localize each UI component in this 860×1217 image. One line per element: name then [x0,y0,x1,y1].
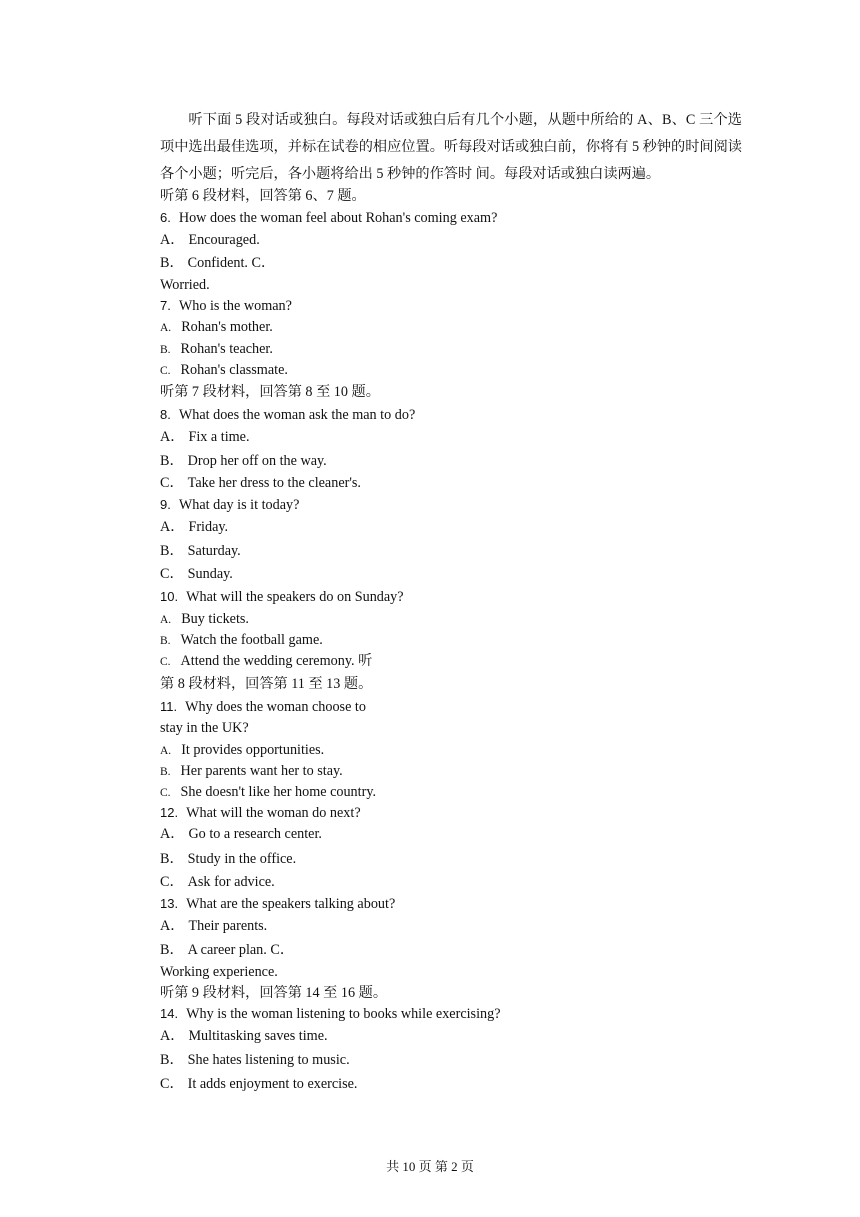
option-label: C. [160,787,171,799]
option-label: B． [160,851,184,867]
option-label: B． [160,255,184,271]
line-text: Attend the wedding ceremony. 听 [180,653,373,669]
text-line [160,674,372,694]
option-label: C． [160,475,184,491]
line-text: Multitasking saves time. [188,1028,328,1044]
answer-option [160,339,273,360]
text-line [160,382,380,402]
answer-option [160,824,322,844]
question-stem [160,587,404,607]
option-label: B． [160,1052,184,1068]
line-text: Rohan's teacher. [180,341,273,357]
option-label: C． [160,1076,184,1092]
question-stem [160,495,299,515]
line-text: Why does the woman choose to [185,699,366,715]
line-text: Go to a research center. [188,826,322,842]
question-number: 10. [160,589,179,604]
line-text: Worried. [160,277,210,293]
answer-option [160,849,296,869]
line-text: She doesn't like her home country. [180,784,377,800]
answer-option [160,317,273,338]
option-label: A. [160,322,172,334]
line-text: Encouraged. [188,232,260,248]
answer-option [160,360,288,381]
option-label: B. [160,635,171,647]
question-stem [160,208,497,228]
option-label: A． [160,519,185,535]
answer-option [160,230,260,250]
text-line [160,275,210,295]
line-text: Rohan's classmate. [180,362,288,378]
text-line [160,962,278,982]
line-text: 第 8 段材料，回答第 11 至 13 题。 [160,676,373,692]
answer-option [160,517,228,537]
answer-option [160,427,250,447]
answer-option [160,940,294,960]
option-label: B． [160,453,184,469]
option-label: C. [160,656,171,668]
question-number: 8. [160,407,171,422]
answer-option [160,1074,357,1094]
answer-option [160,253,275,273]
answer-option [160,651,372,672]
line-text: Watch the football game. [180,632,323,648]
answer-option [160,541,241,561]
option-label: C． [160,566,184,582]
line-text: Study in the office. [187,851,297,867]
line-text: What are the speakers talking about? [186,896,396,912]
question-stem [160,1004,501,1024]
line-text: Friday. [188,519,229,535]
question-number: 12. [160,805,179,820]
text-line [160,186,366,206]
line-text: It adds enjoyment to exercise. [187,1076,358,1092]
option-label: C． [160,874,184,890]
line-text: Why is the woman listening to books while exercising? [186,1006,501,1022]
line-text: Take her dress to the cleaner's. [187,475,361,491]
question-stem [160,894,395,914]
answer-option [160,782,376,803]
option-label: B. [160,344,171,356]
line-text: stay in the UK? [160,720,249,736]
line-text: It provides opportunities. [181,742,325,758]
line-text: What will the speakers do on Sunday? [186,589,404,605]
option-label: A. [160,745,172,757]
line-text: Sunday. [187,566,233,582]
question-stem [160,296,292,316]
line-text: Fix a time. [188,429,250,445]
line-text: Their parents. [188,918,268,934]
line-text: 听第 6 段材料，回答第 6、7 题。 [160,188,366,204]
question-stem [160,405,415,425]
line-text: Ask for advice. [187,874,275,890]
option-label: A． [160,918,185,934]
line-text: A career plan. C． [187,942,295,958]
line-text: Working experience. [160,964,278,980]
answer-option [160,1026,328,1046]
option-label: A． [160,232,185,248]
answer-option [160,630,323,651]
line-text: Drop her off on the way. [187,453,327,469]
question-number: 14. [160,1006,179,1021]
question-number: 7. [160,298,171,313]
option-label: C. [160,365,171,377]
question-number: 6. [160,210,171,225]
answer-option [160,451,327,471]
question-stem [160,803,361,823]
option-label: A. [160,614,172,626]
line-text: Saturday. [187,543,241,559]
line-text: How does the woman feel about Rohan's coming exam? [178,210,498,226]
answer-option [160,916,267,936]
line-text: What will the woman do next? [186,805,361,821]
line-text: Rohan's mother. [181,319,273,335]
answer-option [160,872,275,892]
option-label: A． [160,826,185,842]
line-text: Her parents want her to stay. [180,763,343,779]
page-footer: 共 10 页 第 2 页 [386,1159,474,1174]
answer-option [160,1050,350,1070]
line-text: Who is the woman? [178,298,292,314]
question-number: 9. [160,497,171,512]
answer-option [160,609,249,630]
question-number: 13. [160,896,179,911]
option-label: B． [160,543,184,559]
option-label: A． [160,429,185,445]
line-text: What day is it today? [178,497,300,513]
section-instructions: 听下面 5 段对话或独白。每段对话或独白后有几个小题，从题中所给的 A、B、C 三个选项中选出最佳选项，并标在试卷的相应位置。听每段对话或独白前，你将有 5 秒钟的时间阅读各个小题；听完后，各小题将给出 5 秒钟的作答时 间。每段对话或独白读两遍。 [160,112,742,182]
line-text: Buy tickets. [181,611,249,627]
question-stem [160,697,366,717]
answer-option [160,761,343,782]
line-text: 听第 9 段材料，回答第 14 至 16 题。 [160,985,388,1001]
line-text: She hates listening to music. [187,1052,350,1068]
text-line [160,983,387,1003]
line-text: Confident. C． [187,255,276,271]
option-label: B． [160,942,184,958]
text-line [160,718,249,738]
question-number: 11. [160,699,178,714]
option-label: A． [160,1028,185,1044]
line-text: 听第 7 段材料，回答第 8 至 10 题。 [160,384,380,400]
option-label: B. [160,766,171,778]
answer-option [160,564,233,584]
line-text: What does the woman ask the man to do? [178,407,416,423]
answer-option [160,473,361,493]
answer-option [160,740,324,761]
